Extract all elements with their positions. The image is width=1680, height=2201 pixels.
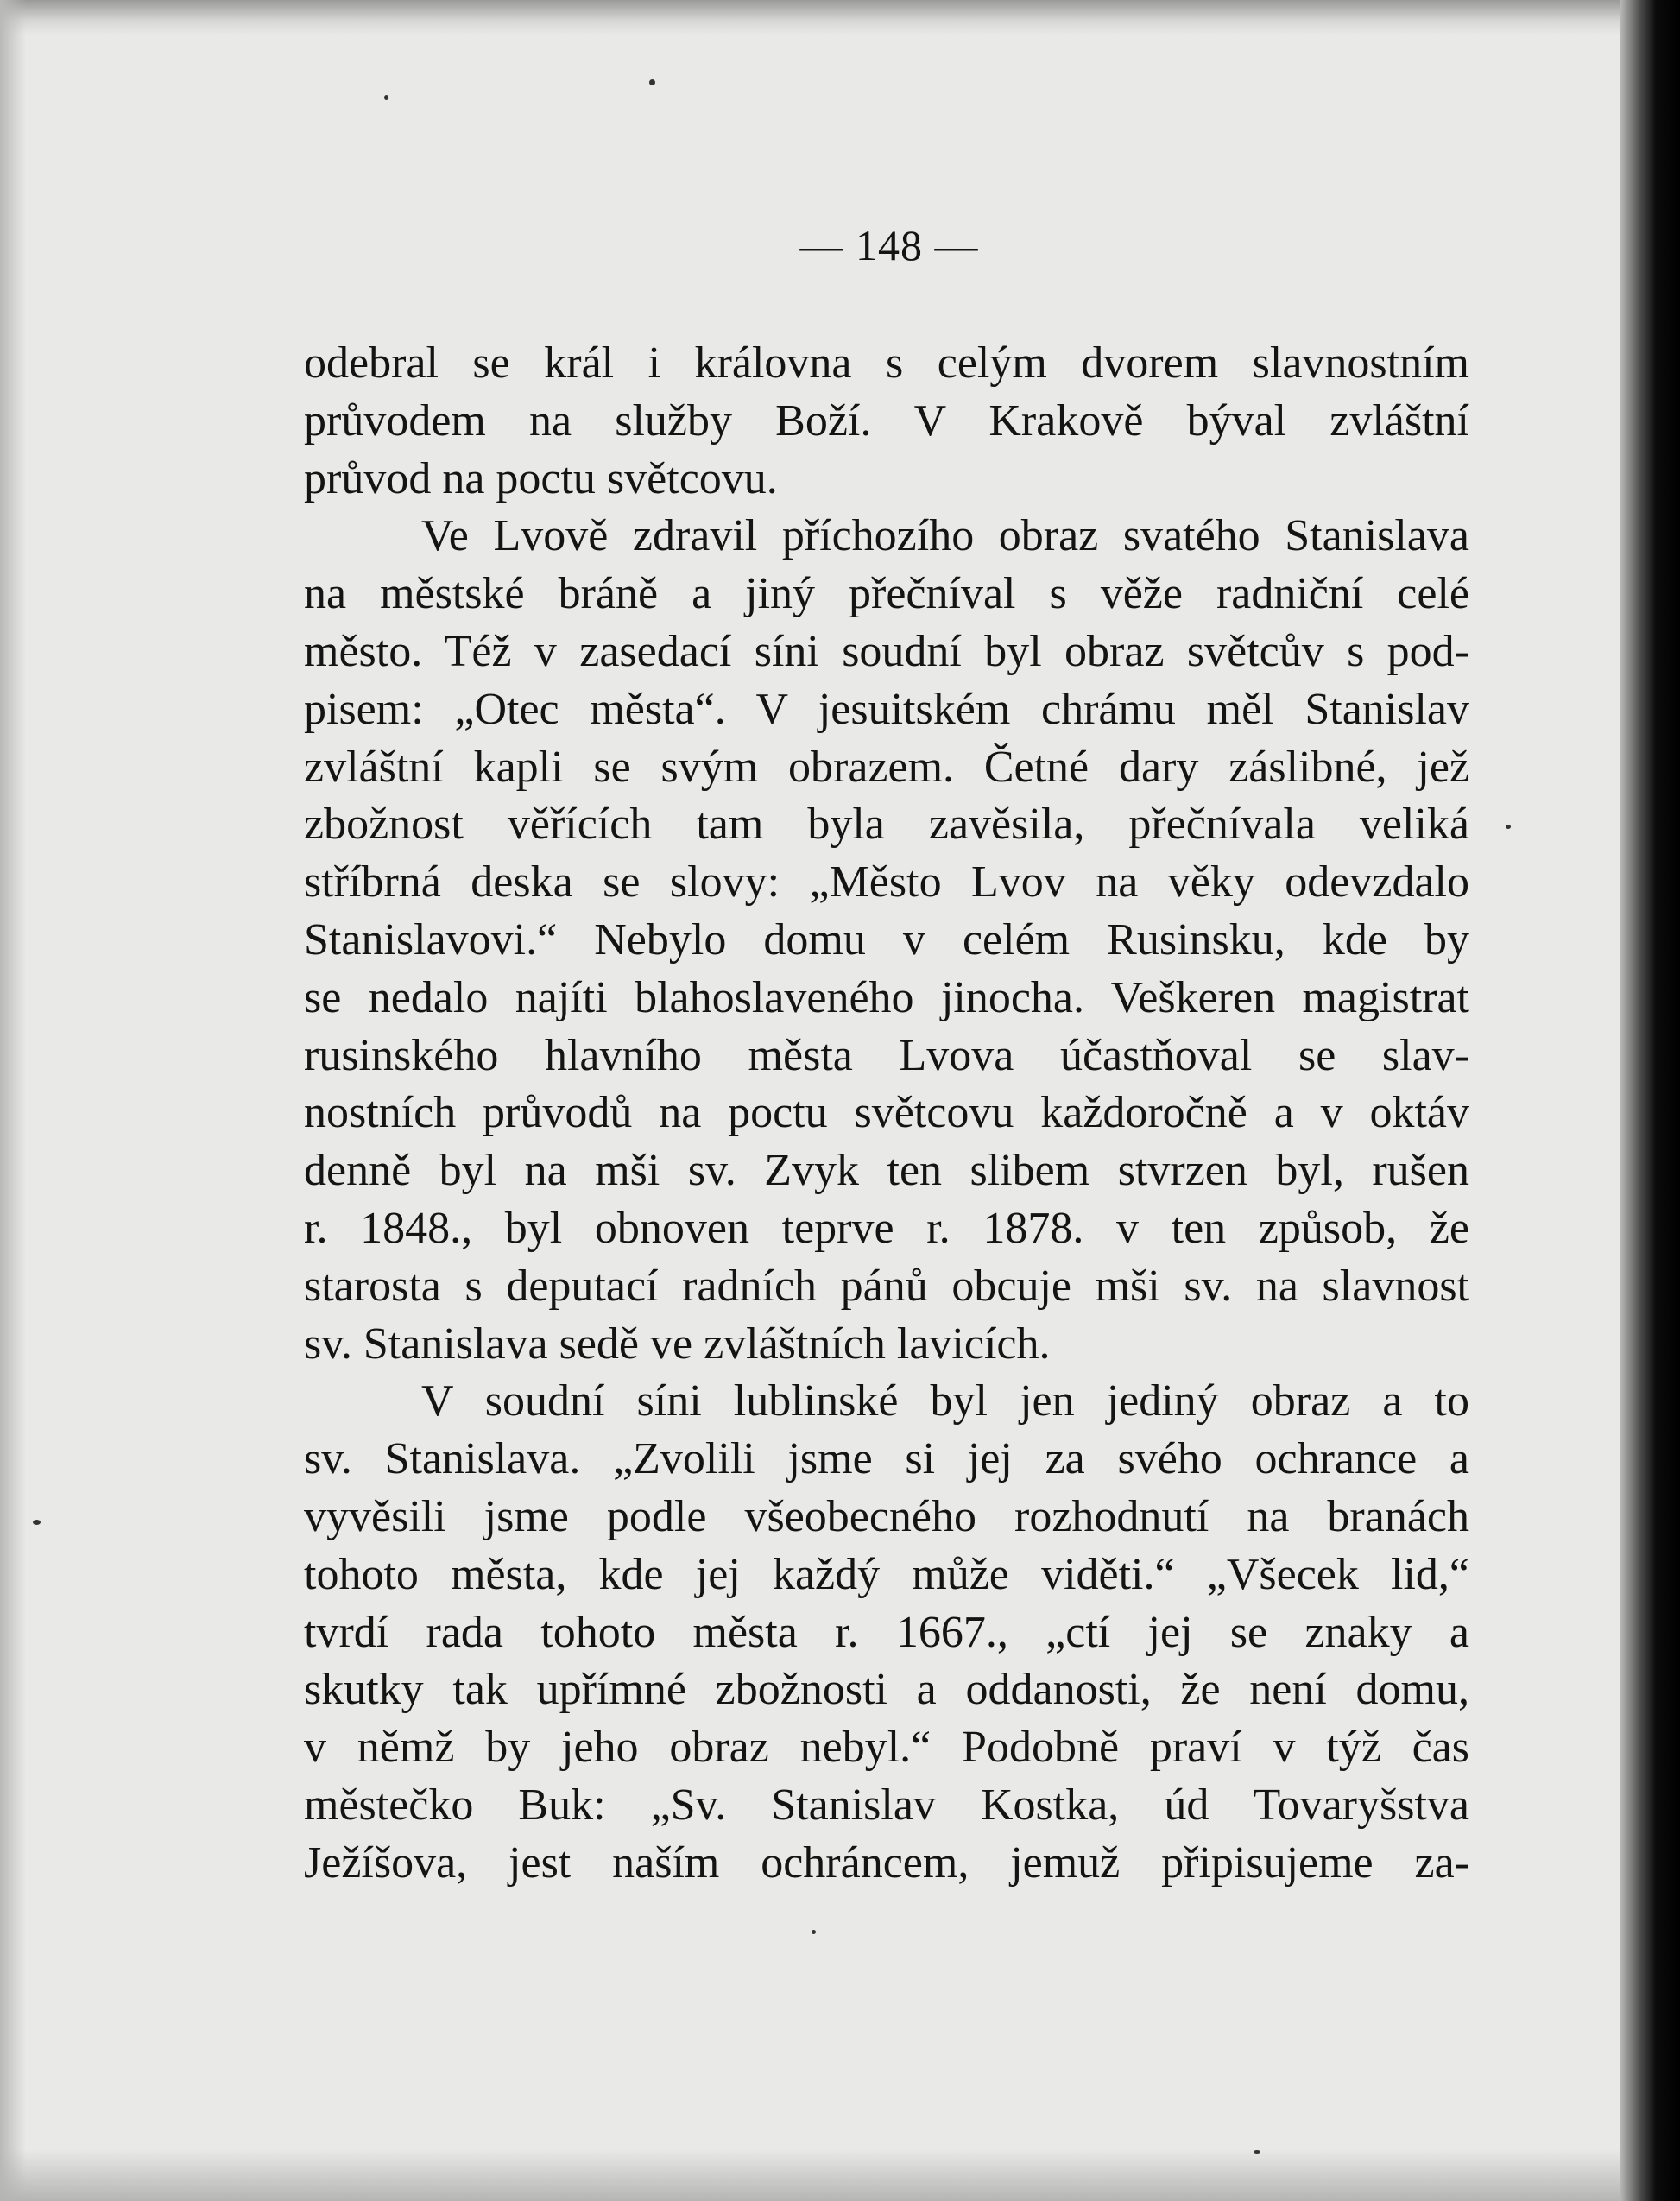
text-line: nostních průvodů na poctu světcovu každoročně a v oktáv [304, 1088, 1469, 1138]
text-line: vyvěsili jsme podle všeobecného rozhodnutí na branách [304, 1491, 1469, 1541]
text-line: denně byl na mši sv. Zvyk ten slibem stvrzen byl, rušen [304, 1146, 1469, 1196]
text-line: zvláštní kapli se svým obrazem. Četné dary záslibné, jež [304, 742, 1469, 792]
text-line: odebral se král i královna s celým dvorem slavnostním [304, 338, 1469, 388]
text-line: stříbrná deska se slovy: „Město Lvov na věky odevzdalo [304, 857, 1469, 908]
page-left-shadow [0, 0, 26, 2201]
text-line: městečko Buk: „Sv. Stanislav Kostka, úd Tovaryšstva [304, 1780, 1469, 1830]
text-line: město. Též v zasedací síni soudní byl obraz světcův s pod- [304, 626, 1469, 676]
scan-speck [1254, 2150, 1260, 2154]
scan-speck [812, 1930, 816, 1934]
text-line: na městské bráně a jiný přečníval s věže radniční celé [304, 569, 1469, 619]
page-number: — 148 — [799, 221, 979, 269]
text-line: sv. Stanislava sedě ve zvláštních lavicích. [304, 1319, 1051, 1369]
body-text [304, 335, 1469, 1893]
text-line: starosta s deputací radních pánů obcuje mši sv. na slavnost [304, 1261, 1469, 1311]
text-line: zbožnost věřících tam byla zavěsila, přečnívala veliká [304, 800, 1469, 850]
text-line: V soudní síni lublinské byl jen jediný obraz a to [421, 1376, 1469, 1426]
text-line: Ve Lvově zdravil příchozího obraz svatého Stanislava [421, 511, 1469, 561]
text-line: Ježíšova, jest naším ochráncem, jemuž připisujeme za- [304, 1837, 1469, 1888]
scan-speck [649, 79, 655, 85]
page-bottom-shadow [0, 2149, 1680, 2201]
scan-speck [33, 1520, 41, 1525]
text-line: průvod na poctu světcovu. [304, 453, 778, 503]
text-line: v němž by jeho obraz nebyl.“ Podobně praví v týž čas [304, 1723, 1469, 1773]
text-line: sv. Stanislava. „Zvolili jsme si jej za svého ochrance a [304, 1434, 1469, 1484]
page-binding-edge [1620, 0, 1680, 2201]
text-line: tohoto města, kde jej každý může viděti.“ „Všecek lid,“ [304, 1549, 1469, 1599]
text-line: Stanislavovi.“ Nebylo domu v celém Rusinsku, kde by [304, 914, 1469, 965]
text-line: se nedalo najíti blahoslaveného jinocha. Veškeren magistrat [304, 972, 1469, 1022]
page-top-shadow [0, 0, 1680, 35]
text-line: pisem: „Otec města“. V jesuitském chrámu měl Stanislav [304, 684, 1469, 734]
text-line: rusinského hlavního města Lvova účastňoval se slav- [304, 1030, 1469, 1080]
scan-speck [384, 95, 388, 100]
text-line: tvrdí rada tohoto města r. 1667., „ctí jej se znaky a [304, 1607, 1469, 1657]
text-line: průvodem na služby Boží. V Krakově býval zvláštní [304, 395, 1469, 446]
text-line: r. 1848., byl obnoven teprve r. 1878. v ten způsob, že [304, 1203, 1469, 1253]
text-line: skutky tak upřímné zbožnosti a oddanosti, že není domu, [304, 1665, 1469, 1715]
scan-speck [1506, 825, 1511, 829]
